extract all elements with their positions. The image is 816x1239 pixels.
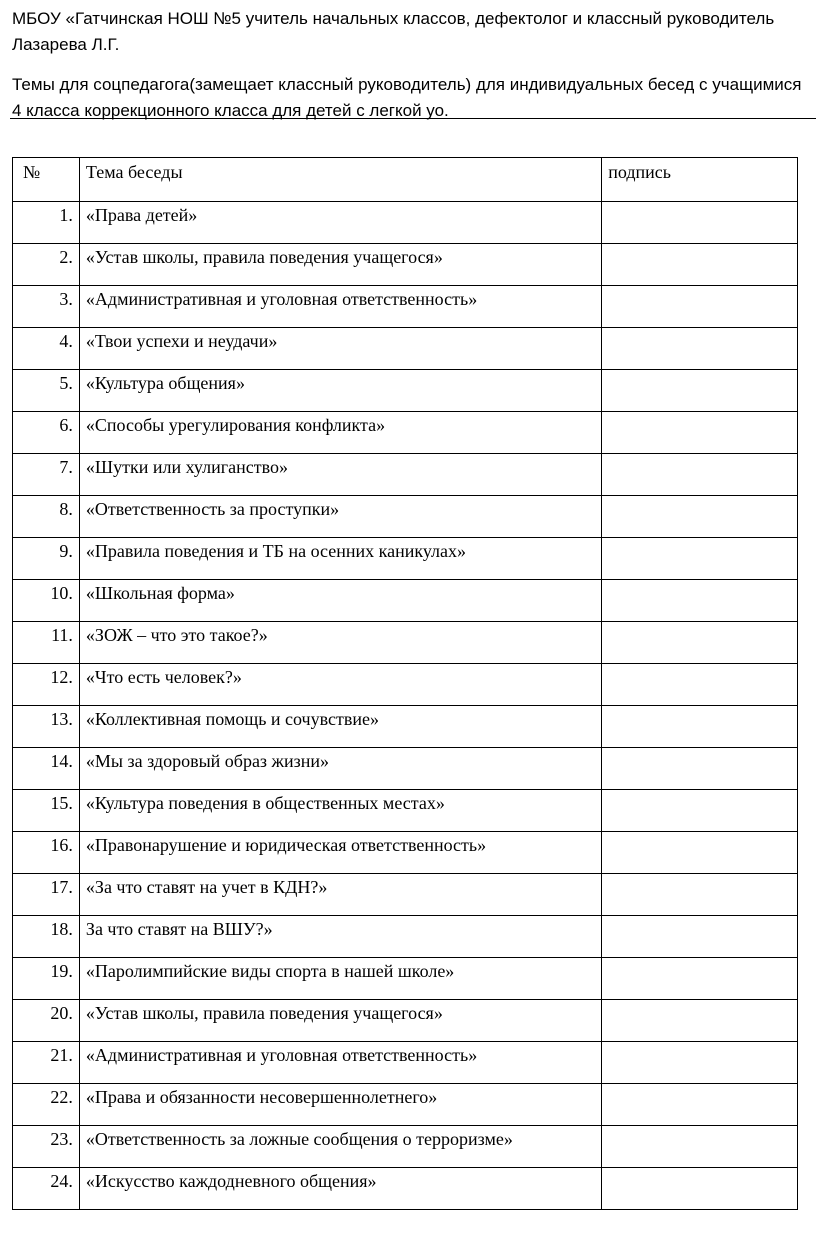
table-header-row [13,158,798,202]
table-row [13,916,798,958]
row-number: 11. [13,622,80,664]
row-topic: «За что ставят на учет в КДН?» [79,874,601,916]
row-signature-cell [602,748,798,790]
row-topic: «Административная и уголовная ответственность» [79,1042,601,1084]
row-number: 20. [13,1000,80,1042]
row-signature-cell [602,916,798,958]
table-row [13,874,798,916]
row-number: 21. [13,1042,80,1084]
row-number: 4. [13,328,80,370]
table-row [13,664,798,706]
row-number: 6. [13,412,80,454]
row-signature-cell [602,790,798,832]
row-topic: «Культура общения» [79,370,601,412]
row-number: 8. [13,496,80,538]
table-row [13,538,798,580]
row-signature-cell [602,1084,798,1126]
row-topic: «Твои успехи и неудачи» [79,328,601,370]
row-number: 15. [13,790,80,832]
row-number: 23. [13,1126,80,1168]
row-signature-cell [602,1000,798,1042]
row-signature-cell [602,1126,798,1168]
row-signature-cell [602,454,798,496]
row-signature-cell [602,1042,798,1084]
row-topic: «Устав школы, правила поведения учащегося» [79,1000,601,1042]
row-topic: «Устав школы, правила поведения учащегося» [79,244,601,286]
row-signature-cell [602,874,798,916]
table-row [13,622,798,664]
row-topic: «Ответственность за ложные сообщения о терроризме» [79,1126,601,1168]
table-row [13,958,798,1000]
row-topic: «Правонарушение и юридическая ответственность» [79,832,601,874]
table-row [13,1000,798,1042]
row-topic: «Правила поведения и ТБ на осенних каникулах» [79,538,601,580]
row-number: 7. [13,454,80,496]
row-number: 17. [13,874,80,916]
row-topic: «Что есть человек?» [79,664,601,706]
row-number: 19. [13,958,80,1000]
row-number: 1. [13,202,80,244]
row-topic: «Способы урегулирования конфликта» [79,412,601,454]
table-row [13,832,798,874]
table-row [13,454,798,496]
author-line: МБОУ «Гатчинская НОШ №5 учитель начальных классов, дефектолог и классный руководитель Лазарева Л.Г. [12,9,775,54]
row-signature-cell [602,328,798,370]
row-number: 9. [13,538,80,580]
table-row [13,790,798,832]
row-number: 24. [13,1168,80,1210]
row-number: 22. [13,1084,80,1126]
table-row [13,286,798,328]
row-signature-cell [602,412,798,454]
row-topic: «Административная и уголовная ответственность» [79,286,601,328]
row-signature-cell [602,202,798,244]
row-signature-cell [602,286,798,328]
row-topic: «Паролимпийские виды спорта в нашей школе» [79,958,601,1000]
table-row [13,202,798,244]
header-divider [10,118,816,119]
row-topic: «Школьная форма» [79,580,601,622]
row-number: 13. [13,706,80,748]
row-topic: «Мы за здоровый образ жизни» [79,748,601,790]
row-signature-cell [602,244,798,286]
row-signature-cell [602,622,798,664]
row-topic: «Права и обязанности несовершеннолетнего» [79,1084,601,1126]
row-number: 3. [13,286,80,328]
row-topic: «ЗОЖ – что это такое?» [79,622,601,664]
row-topic: За что ставят на ВШУ?» [79,916,601,958]
column-header-topic: Тема беседы [79,158,601,202]
row-signature-cell [602,370,798,412]
table-row [13,1126,798,1168]
table-row [13,328,798,370]
row-topic: «Ответственность за проступки» [79,496,601,538]
table-row [13,1084,798,1126]
table-row [13,706,798,748]
row-number: 2. [13,244,80,286]
row-topic: «Искусство каждодневного общения» [79,1168,601,1210]
table-row [13,412,798,454]
row-topic: «Коллективная помощь и сочувствие» [79,706,601,748]
row-topic: «Культура поведения в общественных местах» [79,790,601,832]
row-topic: «Права детей» [79,202,601,244]
table-row [13,1042,798,1084]
row-number: 14. [13,748,80,790]
table-row [13,370,798,412]
row-signature-cell [602,496,798,538]
row-signature-cell [602,664,798,706]
table-row [13,1168,798,1210]
topics-table [12,157,798,1210]
row-number: 12. [13,664,80,706]
document-header [12,6,812,124]
table-row [13,748,798,790]
document-title: Темы для соцпедагога(замещает классный руководитель) для индивидуальных бесед с учащимися 4 класса коррекционного класса для детей с легкой уо. [12,75,802,120]
row-signature-cell [602,706,798,748]
row-signature-cell [602,580,798,622]
row-number: 10. [13,580,80,622]
table-row [13,244,798,286]
row-number: 18. [13,916,80,958]
row-number: 5. [13,370,80,412]
row-number: 16. [13,832,80,874]
row-signature-cell [602,538,798,580]
row-signature-cell [602,958,798,1000]
table-row [13,580,798,622]
column-header-number: № [13,158,80,202]
table-row [13,496,798,538]
row-signature-cell [602,832,798,874]
row-topic: «Шутки или хулиганство» [79,454,601,496]
row-signature-cell [602,1168,798,1210]
column-header-signature: подпись [602,158,798,202]
